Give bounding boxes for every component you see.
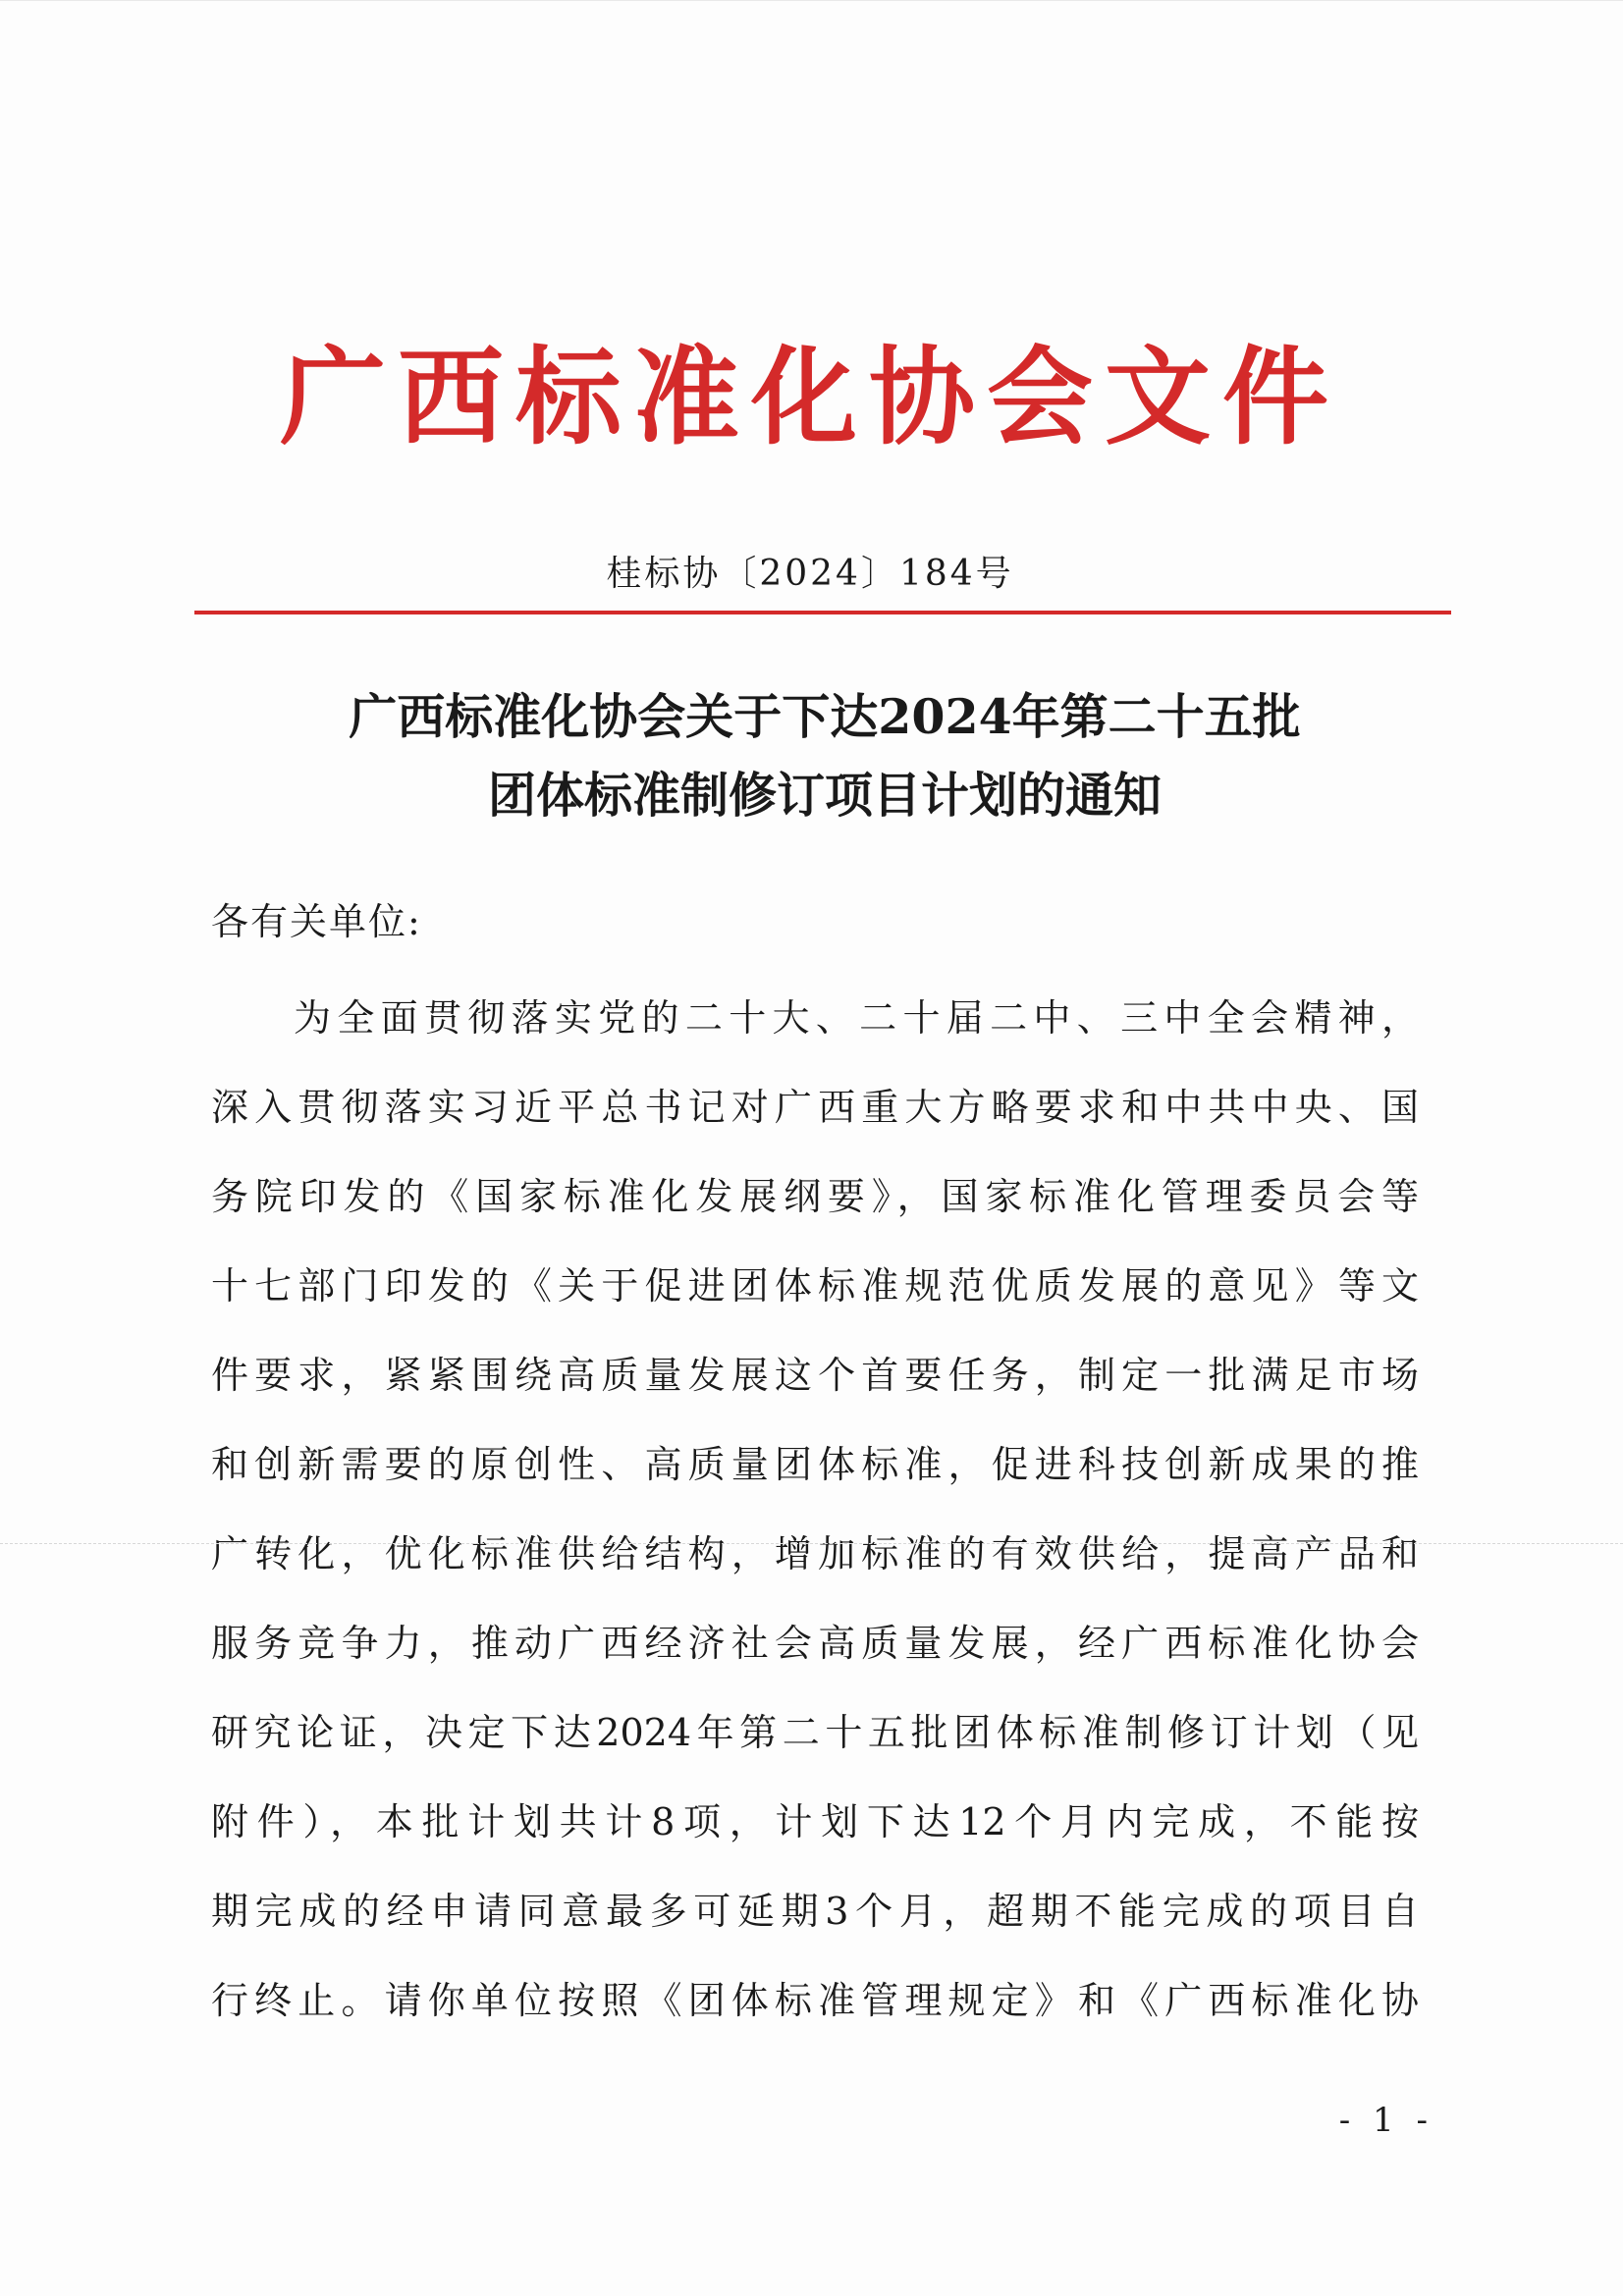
page-number: - 1 - bbox=[1338, 2101, 1434, 2140]
body-line: 广转化，优化标准供给结构，增加标准的有效供给，提高产品和 bbox=[211, 1532, 1419, 1575]
body-line: 为全面贯彻落实党的二十大、二十届二中、三中全会精神， bbox=[294, 996, 1419, 1040]
notice-title-line-2: 团体标准制修订项目计划的通知 bbox=[487, 767, 1162, 824]
body-line: 服务竞争力，推动广西经济社会高质量发展，经广西标准化协会 bbox=[211, 1622, 1419, 1665]
page-edge bbox=[0, 0, 1623, 1]
body-line: 期完成的经申请同意最多可延期3个月，超期不能完成的项目自 bbox=[211, 1890, 1419, 1933]
body-text bbox=[211, 974, 1419, 2046]
scan-artifact-line bbox=[0, 1543, 1623, 1544]
notice-title-line-1: 广西标准化协会关于下达2024年第二十五批 bbox=[349, 688, 1301, 745]
body-line: 和创新需要的原创性、高质量团体标准，促进科技创新成果的推 bbox=[211, 1443, 1419, 1486]
body-line: 件要求，紧紧围绕高质量发展这个首要任务，制定一批满足市场 bbox=[211, 1354, 1419, 1397]
body-line: 深入贯彻落实习近平总书记对广西重大方略要求和中共中央、国 bbox=[211, 1086, 1419, 1129]
body-line: 附件），本批计划共计8项，计划下达12个月内完成，不能按 bbox=[211, 1800, 1419, 1843]
body-line: 行终止。请你单位按照《团体标准管理规定》和《广西标准化协 bbox=[211, 1979, 1419, 2022]
body-line: 研究论证，决定下达2024年第二十五批团体标准制修订计划（见 bbox=[211, 1711, 1419, 1754]
red-divider-line bbox=[194, 611, 1451, 614]
org-document-header: 广西标准化协会文件 bbox=[279, 336, 1340, 459]
document-number: 桂标协〔2024〕184号 bbox=[606, 554, 1014, 594]
notice-title bbox=[187, 677, 1463, 834]
salutation: 各有关单位: bbox=[211, 900, 422, 943]
body-line: 务院印发的《国家标准化发展纲要》，国家标准化管理委员会等 bbox=[211, 1175, 1419, 1218]
body-line: 十七部门印发的《关于促进团体标准规范优质发展的意见》等文 bbox=[211, 1264, 1419, 1308]
